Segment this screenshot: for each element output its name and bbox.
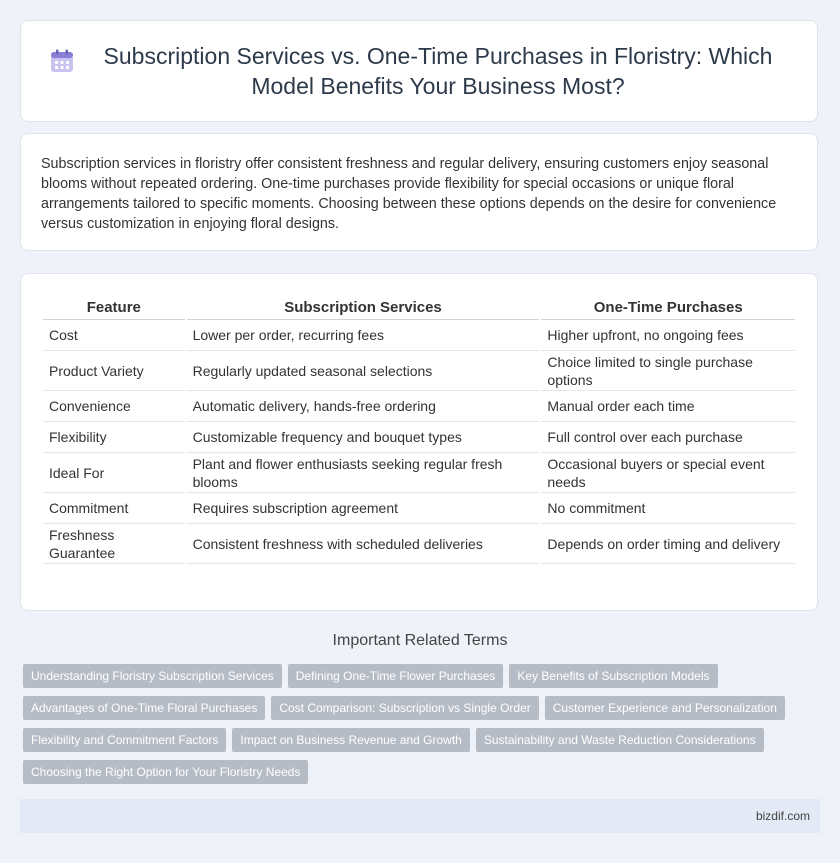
intro-text: Subscription services in floristry offer consistent freshness and regular delivery, ensuring customers enjoy seasonal blooms without repeated ordering. One-time purchases provide flexibility for special occasions or unique floral arrangements tailored to specific moments. Choosing between these options depends on the desire for convenience versus customization in enjoying floral designs. <box>41 156 777 232</box>
footer-brand[interactable]: bizdif.com <box>755 809 810 823</box>
related-term-tag[interactable]: Sustainability and Waste Reduction Considerations <box>476 728 764 752</box>
feature-cell: Ideal For <box>43 453 185 493</box>
table-row <box>43 422 795 453</box>
title-card <box>20 20 818 122</box>
subscription-cell: Consistent freshness with scheduled deliveries <box>187 524 540 564</box>
one-time-cell: Depends on order timing and delivery <box>541 524 795 564</box>
table-row <box>43 320 795 351</box>
comparison-table <box>41 296 797 564</box>
related-term-tag[interactable]: Cost Comparison: Subscription vs Single Order <box>271 696 538 720</box>
one-time-cell: Occasional buyers or special event needs <box>541 453 795 493</box>
subscription-cell: Plant and flower enthusiasts seeking regular fresh blooms <box>187 453 540 493</box>
table-row <box>43 493 795 524</box>
subscription-cell: Lower per order, recurring fees <box>187 320 540 351</box>
table-row <box>43 524 795 564</box>
one-time-cell: Higher upfront, no ongoing fees <box>541 320 795 351</box>
related-term-tag[interactable]: Customer Experience and Personalization <box>545 696 785 720</box>
table-header-row <box>43 296 795 320</box>
one-time-cell: Full control over each purchase <box>541 422 795 453</box>
related-term-tag[interactable]: Defining One-Time Flower Purchases <box>288 664 504 688</box>
feature-cell: Flexibility <box>43 422 185 453</box>
table-row <box>43 351 795 391</box>
header-feature: Feature <box>43 296 185 320</box>
feature-cell: Cost <box>43 320 185 351</box>
subscription-cell: Automatic delivery, hands-free ordering <box>187 391 540 422</box>
subscription-cell: Regularly updated seasonal selections <box>187 351 540 391</box>
comparison-card <box>20 273 818 611</box>
related-term-tag[interactable]: Advantages of One-Time Floral Purchases <box>23 696 265 720</box>
one-time-cell: Choice limited to single purchase options <box>541 351 795 391</box>
title-wrap <box>49 41 789 101</box>
header-subscription: Subscription Services <box>187 296 540 320</box>
related-term-tag[interactable]: Understanding Floristry Subscription Services <box>23 664 282 688</box>
feature-cell: Commitment <box>43 493 185 524</box>
table-row <box>43 391 795 422</box>
header-one-time: One-Time Purchases <box>541 296 795 320</box>
feature-cell: Convenience <box>43 391 185 422</box>
one-time-cell: No commitment <box>541 493 795 524</box>
subscription-cell: Requires subscription agreement <box>187 493 540 524</box>
related-term-tag[interactable]: Choosing the Right Option for Your Floristry Needs <box>23 760 308 784</box>
subscription-cell: Customizable frequency and bouquet types <box>187 422 540 453</box>
intro-card <box>20 133 818 251</box>
calendar-icon <box>49 41 87 79</box>
related-term-tag[interactable]: Key Benefits of Subscription Models <box>509 664 717 688</box>
related-term-tag[interactable]: Impact on Business Revenue and Growth <box>232 728 469 752</box>
related-terms-title: Important Related Terms <box>332 632 508 649</box>
feature-cell: Freshness Guarantee <box>43 524 185 564</box>
one-time-cell: Manual order each time <box>541 391 795 422</box>
footer <box>20 799 820 833</box>
related-terms-list <box>23 664 823 784</box>
related-term-tag[interactable]: Flexibility and Commitment Factors <box>23 728 226 752</box>
page-title: Subscription Services vs. One-Time Purchases in Floristry: Which Model Benefits Your Business Most? <box>103 43 773 99</box>
table-row <box>43 453 795 493</box>
feature-cell: Product Variety <box>43 351 185 391</box>
